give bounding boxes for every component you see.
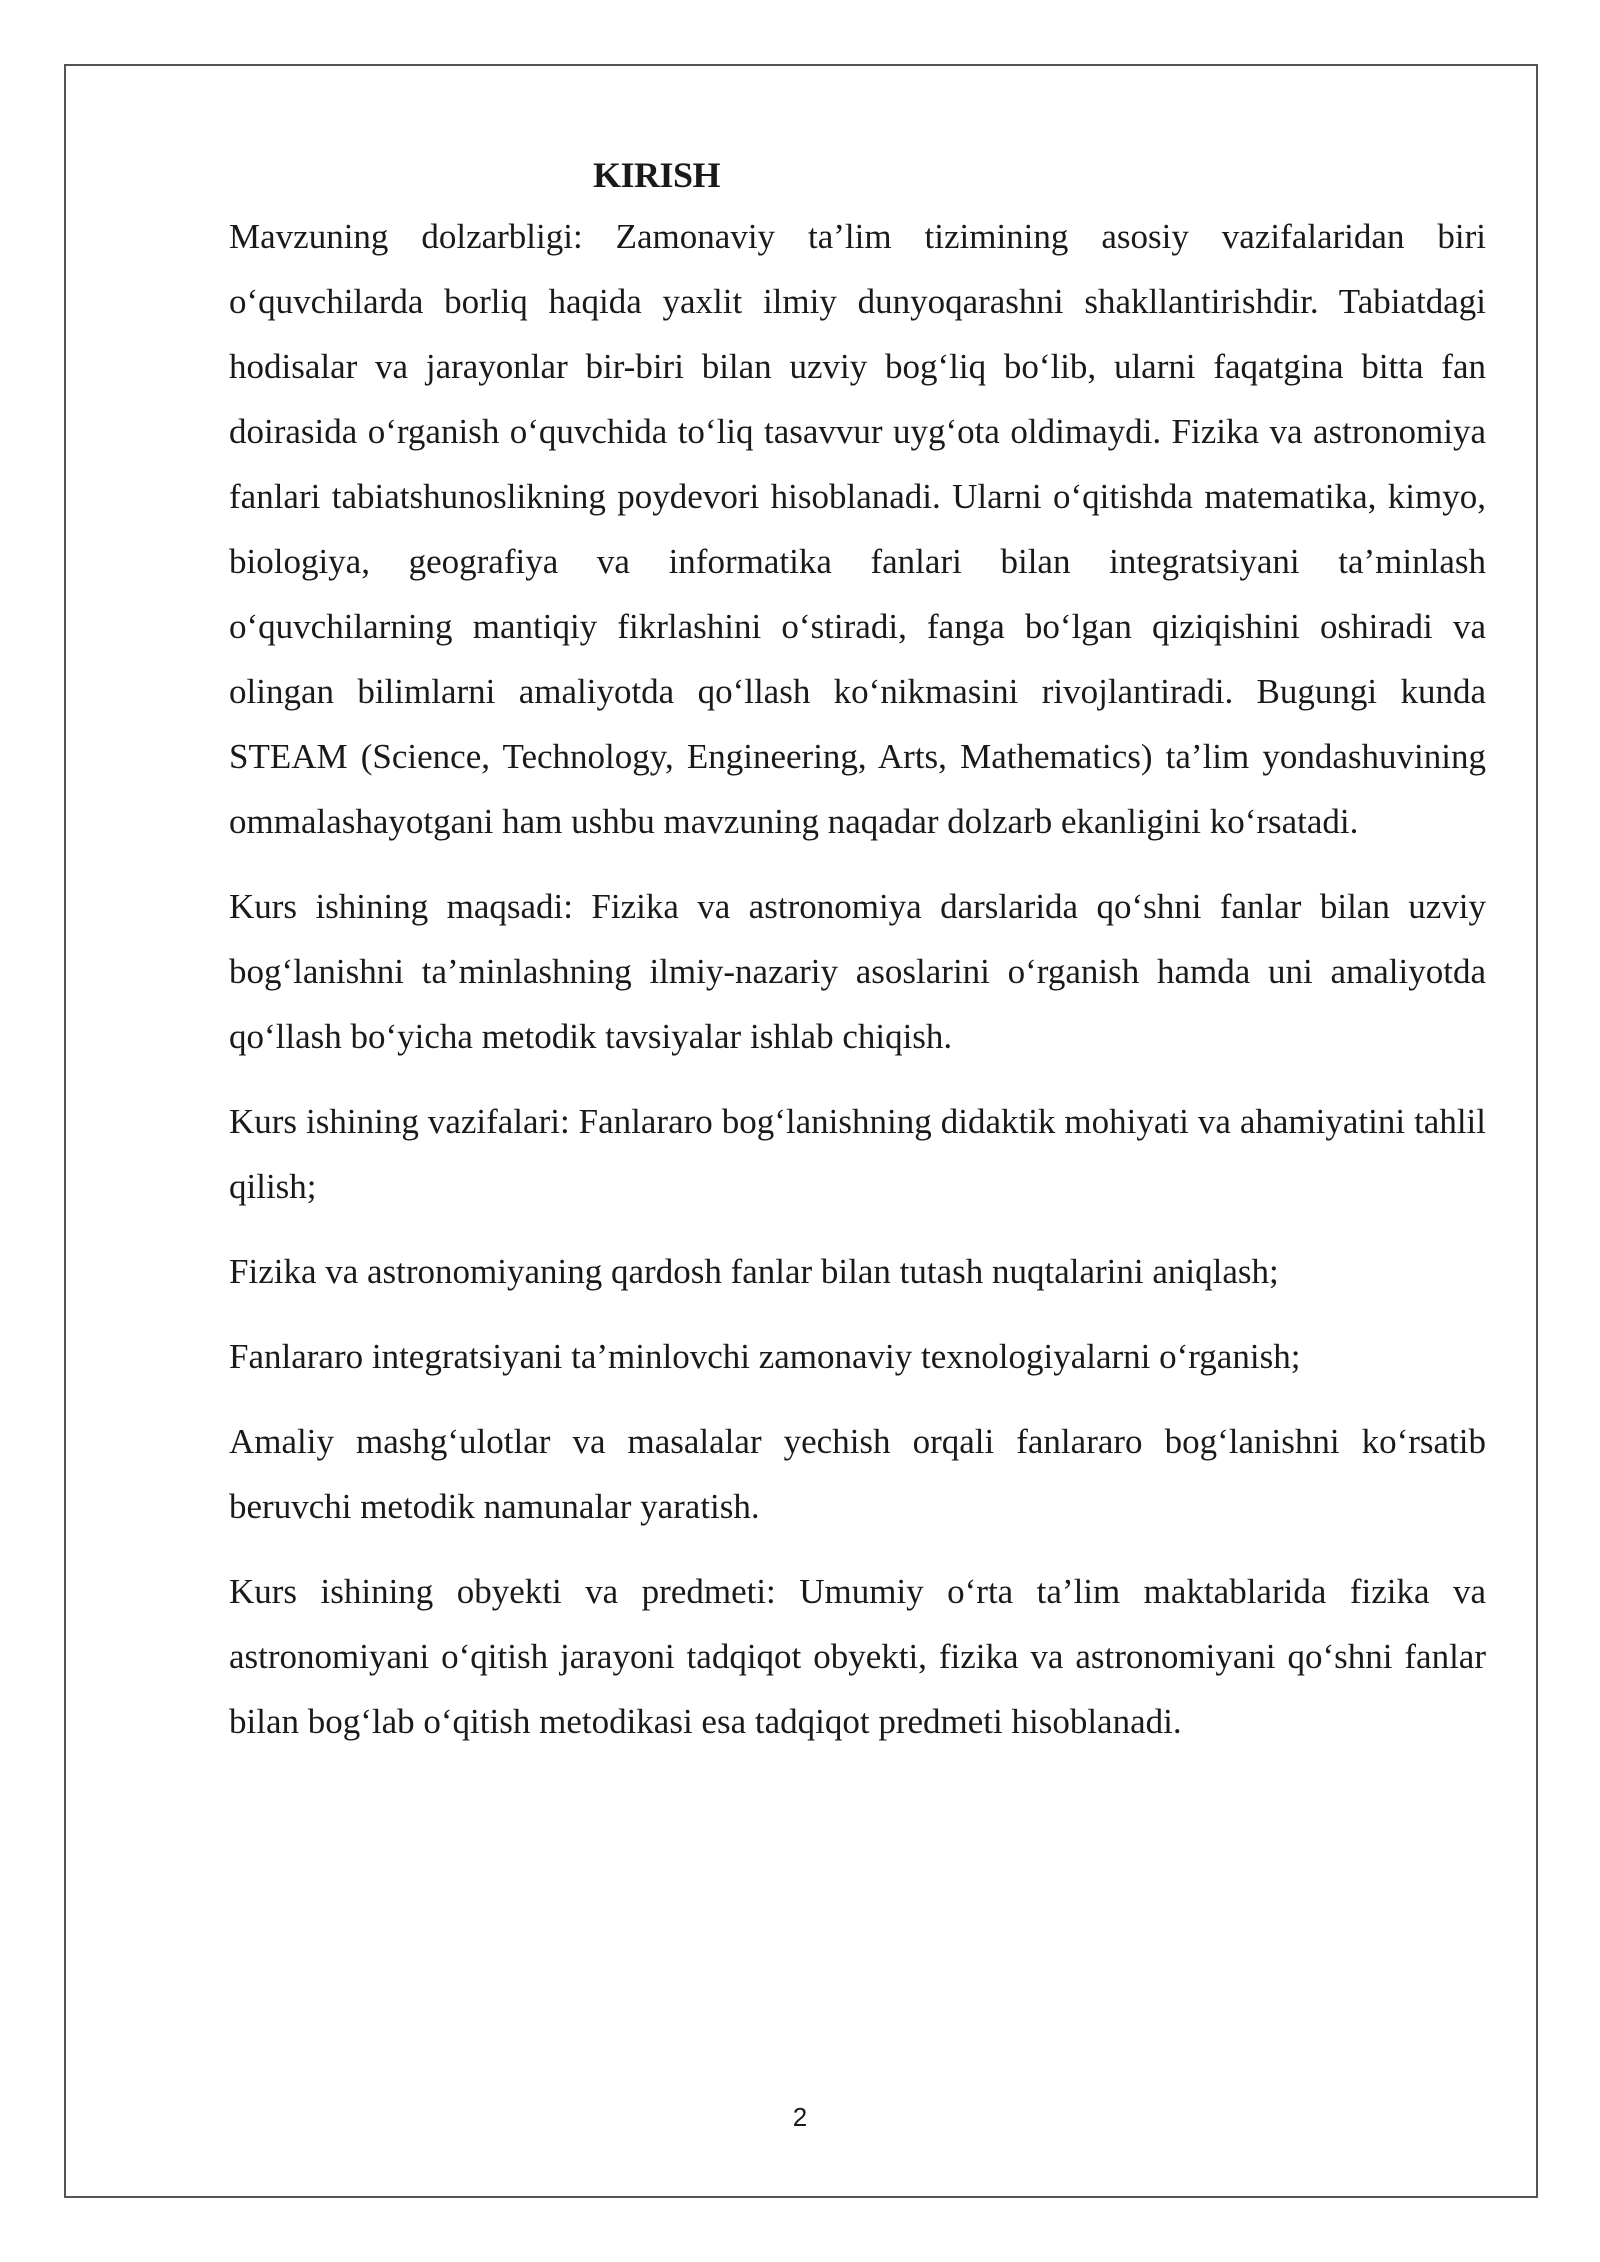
paragraph-relevance: Mavzuning dolzarbligi: Zamonaviy ta’lim tizimining asosiy vazifalaridan biri o‘quvchilarda borliq haqida yaxlit ilmiy dunyoqarashni shakllantirishdir. Tabiatdagi hodisalar va jarayonlar bir-biri bilan uzviy bog‘liq bo‘lib, ularni faqatgina bitta fan doirasida o‘rganish o‘quvchida to‘liq tasavvur uyg‘ota oldimaydi. Fizika va astronomiya fanlari tabiatshunoslikning poydevori hisoblanadi. Ularni o‘qitishda matematika, kimyo, biologiya, geografiya va informatika fanlari bilan integratsiyani ta’minlash o‘quvchilarning mantiqiy fikrlashini o‘stiradi, fanga bo‘lgan qiziqishini oshiradi va olingan bilimlarni amaliyotda qo‘llash ko‘nikmasini rivojlantiradi. Bugungi kunda STEAM (Science, Technology, Engineering, Arts, Mathematics) ta’lim yondashuvining ommalashayotgani ham ushbu mavzuning naqadar dolzarb ekanligini ko‘rsatadi.: [229, 217, 1486, 841]
paragraph-tasks: Kurs ishining vazifalari: Fanlararo bog‘lanishning didaktik mohiyati va ahamiyatini tahlil qilish;: [229, 1102, 1486, 1206]
document-body: [229, 150, 1486, 1774]
page-number: 2: [792, 2102, 808, 2132]
section-heading: KIRISH: [593, 155, 721, 195]
paragraph-goal: Kurs ishining maqsadi: Fizika va astronomiya darslarida qo‘shni fanlar bilan uzviy bog‘lanishni ta’minlashning ilmiy-nazariy asoslarini o‘rganish hamda uni amaliyotda qo‘llash bo‘yicha metodik tavsiyalar ishlab chiqish.: [229, 887, 1486, 1056]
paragraph-task-2: Fizika va astronomiyaning qardosh fanlar bilan tutash nuqtalarini aniqlash;: [229, 1252, 1279, 1291]
paragraph-task-4: Amaliy mashg‘ulotlar va masalalar yechish orqali fanlararo bog‘lanishni ko‘rsatib beruvchi metodik namunalar yaratish.: [229, 1422, 1486, 1526]
paragraph-task-3: Fanlararo integratsiyani ta’minlovchi zamonaviy texnologiyalarni o‘rganish;: [229, 1337, 1301, 1376]
paragraph-object-subject: Kurs ishining obyekti va predmeti: Umumiy o‘rta ta’lim maktablarida fizika va astronomiyani o‘qitish jarayoni tadqiqot obyekti, fizika va astronomiyani qo‘shni fanlar bilan bog‘lab o‘qitish metodikasi esa tadqiqot predmeti hisoblanadi.: [229, 1572, 1486, 1741]
